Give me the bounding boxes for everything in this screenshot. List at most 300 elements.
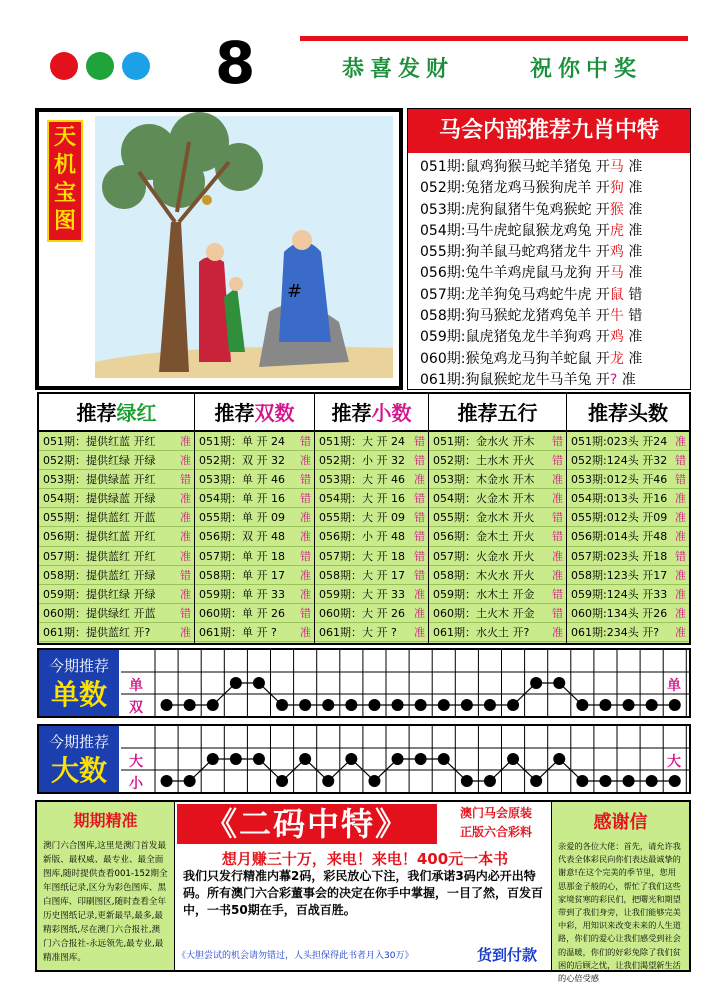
prediction-column (39, 394, 195, 643)
red-dot (50, 52, 78, 80)
prediction-text: 057期：单 开 18 (199, 549, 285, 563)
prediction-text: 061期：单 开 ? (199, 625, 277, 639)
zodiac-tag: 错 (628, 308, 643, 325)
prediction-tag: 错 (552, 435, 563, 448)
prediction-column (567, 394, 689, 643)
zodiac-period: 052期: (420, 180, 466, 197)
trend-dot (461, 775, 473, 787)
big-small-strip (37, 724, 691, 794)
zodiac-result: 虎 (609, 222, 624, 239)
prediction-row (39, 623, 194, 642)
prediction-text: 051期：提供红蓝 开红 (43, 435, 156, 448)
center-ad (177, 802, 553, 970)
prediction-row (429, 623, 566, 642)
origin-line-1: 澳门马会原装 (459, 806, 532, 820)
prediction-row (429, 585, 566, 604)
prediction-tag: 错 (675, 473, 686, 487)
prediction-text: 057期：火金水 开火 (433, 549, 535, 563)
prediction-tag: 错 (300, 549, 311, 563)
prediction-column (429, 394, 567, 643)
trend-dot (599, 775, 611, 787)
prediction-column (315, 394, 429, 643)
prediction-row (567, 489, 689, 508)
prediction-row (315, 585, 428, 604)
prediction-tag: 准 (675, 606, 686, 620)
trend-dot (553, 677, 565, 689)
zodiac-period: 061期: (420, 371, 466, 388)
prediction-tag: 错 (552, 530, 563, 544)
zodiac-period: 051期: (420, 159, 466, 175)
prediction-text: 061期：提供蓝红 开? (43, 625, 151, 639)
trend-dot (230, 753, 242, 765)
prediction-row (315, 432, 428, 451)
zodiac-period: 056期: (420, 265, 466, 282)
prediction-tag: 错 (180, 568, 191, 582)
prediction-text: 055期：金水木 开火 (433, 511, 535, 525)
prediction-tag: 准 (552, 625, 563, 639)
big-strip-label-bottom: 大数 (50, 754, 107, 787)
prediction-text: 053期：单 开 46 (199, 473, 285, 487)
prediction-text: 054期：单 开 16 (199, 492, 285, 506)
prediction-row (429, 527, 566, 546)
zodiac-animals: 虎狗鼠猪牛兔鸡猴蛇 (465, 201, 592, 218)
row-label-bottom: 双 (129, 700, 143, 716)
prediction-tag: 错 (300, 473, 311, 487)
prediction-tag: 准 (414, 625, 425, 639)
prediction-text: 052期：小 开 32 (319, 454, 405, 468)
prediction-text: 059期:124头 开33 (571, 587, 668, 601)
prediction-text: 059期：大 开 33 (319, 587, 405, 601)
prediction-row (315, 508, 428, 527)
trend-dot (576, 775, 588, 787)
prediction-row (567, 585, 689, 604)
prediction-text: 055期：大 开 09 (319, 511, 405, 525)
slogan-right: 祝你中奖 (530, 56, 643, 82)
nine-zodiac-title: 马会内部推荐九肖中特 (408, 109, 690, 153)
zodiac-period: 060期: (420, 350, 466, 367)
prediction-text: 054期：提供绿蓝 开绿 (43, 492, 156, 506)
prediction-tag: 准 (180, 587, 191, 601)
zodiac-period: 059期: (420, 329, 466, 346)
prediction-row (567, 566, 689, 585)
zodiac-result: ? (609, 371, 618, 388)
trend-dot (507, 753, 519, 765)
prediction-text: 051期：大 开 24 (319, 435, 405, 448)
slogan-left: 恭喜发财 (342, 56, 455, 82)
prediction-text: 058期：大 开 17 (319, 568, 405, 582)
prediction-row (195, 547, 314, 566)
trend-dot (368, 775, 380, 787)
zodiac-open: 开 (595, 371, 610, 388)
prediction-row (315, 527, 428, 546)
prediction-text: 060期:134头 开26 (571, 606, 668, 620)
trend-dot (392, 699, 404, 711)
zodiac-period: 058期: (420, 308, 466, 325)
prediction-row (567, 470, 689, 489)
single-strip-label-top: 今期推荐 (48, 657, 109, 675)
prediction-tag: 错 (414, 435, 425, 448)
prediction-row (39, 470, 194, 489)
prediction-text: 056期：双 开 48 (199, 530, 285, 544)
zodiac-row (408, 285, 690, 306)
prediction-row (429, 566, 566, 585)
trend-dot (646, 699, 658, 711)
prediction-text: 055期：单 开 09 (199, 511, 285, 525)
prediction-tag: 准 (300, 568, 311, 582)
trend-dot (322, 775, 334, 787)
zodiac-period: 054期: (420, 222, 466, 239)
zodiac-open: 开 (595, 180, 610, 197)
prediction-text: 054期：火金木 开木 (433, 492, 535, 506)
trend-dot (276, 699, 288, 711)
prediction-tag: 准 (300, 625, 311, 639)
row-label-top: 单 (129, 678, 143, 694)
zodiac-tag: 准 (628, 180, 643, 197)
prediction-tag: 准 (675, 511, 686, 525)
prediction-row (315, 623, 428, 642)
zodiac-tag: 准 (621, 371, 636, 388)
zodiac-open: 开 (595, 222, 610, 239)
zodiac-tag: 错 (628, 286, 643, 303)
prediction-text: 060期：提供绿红 开蓝 (43, 606, 156, 620)
green-dot (86, 52, 114, 80)
prediction-text: 061期:234头 开? (571, 625, 660, 639)
prediction-text: 058期：木火水 开火 (433, 568, 535, 582)
trend-dot (253, 677, 265, 689)
prediction-tag: 准 (552, 492, 563, 506)
prediction-text: 055期:012头 开09 (571, 511, 668, 525)
column-header-b: 小数 (371, 401, 412, 425)
zodiac-row (408, 157, 690, 178)
prediction-tag: 错 (414, 454, 425, 468)
zodiac-result: 牛 (609, 308, 624, 325)
prediction-tag: 准 (414, 606, 425, 620)
trend-dot (299, 753, 311, 765)
zodiac-tag: 准 (628, 350, 643, 367)
trend-dot (322, 699, 334, 711)
bottom-section (35, 800, 691, 984)
prediction-row (39, 451, 194, 470)
trend-dot (415, 753, 427, 765)
column-header (195, 394, 314, 432)
trend-dot (599, 699, 611, 711)
prediction-tag: 准 (675, 625, 686, 639)
trend-dot (623, 775, 635, 787)
prediction-table (37, 392, 691, 645)
zodiac-result: 马 (609, 159, 624, 175)
prediction-text: 059期：单 开 33 (199, 587, 285, 601)
prediction-text: 051期:023头 开24 (571, 435, 668, 448)
prediction-row (195, 489, 314, 508)
single-double-strip (37, 648, 691, 718)
page-number: 8 (215, 29, 256, 97)
trend-dot (207, 699, 219, 711)
prediction-tag: 错 (300, 606, 311, 620)
prediction-row (39, 604, 194, 623)
prediction-tag: 错 (552, 454, 563, 468)
prediction-tag: 准 (300, 511, 311, 525)
trend-dot (207, 753, 219, 765)
prediction-column (195, 394, 315, 643)
zodiac-animals: 兔猪龙鸡马猴狗虎羊 (465, 180, 592, 197)
trend-dot (392, 753, 404, 765)
prediction-tag: 准 (675, 435, 686, 448)
prediction-row (315, 489, 428, 508)
prediction-row (39, 585, 194, 604)
trend-dot (553, 753, 565, 765)
column-header (315, 394, 428, 432)
prediction-text: 060期：土火木 开金 (433, 606, 535, 620)
single-double-chart (121, 650, 689, 716)
prediction-text: 052期:124头 开32 (571, 454, 668, 468)
zodiac-animals: 马牛虎蛇鼠猴龙鸡兔 (465, 222, 592, 239)
prediction-row (567, 527, 689, 546)
column-header-a: 推荐头数 (588, 401, 668, 425)
prediction-row (567, 547, 689, 566)
prediction-tag: 准 (180, 454, 191, 468)
nine-zodiac-panel (407, 108, 691, 390)
prediction-text: 057期：提供蓝红 开红 (43, 549, 156, 563)
prediction-tag: 错 (552, 511, 563, 525)
prediction-text: 059期：提供红绿 开绿 (43, 587, 156, 601)
prediction-text: 053期：提供绿蓝 开红 (43, 473, 156, 487)
trend-dot (438, 699, 450, 711)
prediction-row (315, 604, 428, 623)
prediction-row (39, 508, 194, 527)
prediction-text: 055期：提供蓝红 开蓝 (43, 511, 156, 525)
prediction-tag: 准 (552, 549, 563, 563)
prediction-tag: 错 (300, 435, 311, 448)
prediction-text: 052期：土水木 开火 (433, 454, 535, 468)
prediction-text: 058期:123头 开17 (571, 568, 668, 582)
earn-line: 想月赚三十万，来电！来电！400元一本书 (221, 850, 509, 868)
prediction-tag: 准 (180, 530, 191, 544)
picture-panel (35, 108, 403, 390)
zodiac-open: 开 (595, 329, 610, 346)
zodiac-row (408, 327, 690, 348)
left-ad (37, 802, 175, 970)
prediction-text: 056期:014头 开48 (571, 530, 668, 544)
trend-dot (184, 699, 196, 711)
origin-line-2: 正版六合彩料 (459, 825, 532, 839)
prediction-row (195, 585, 314, 604)
prediction-text: 057期:023头 开18 (571, 549, 668, 563)
prediction-row (39, 432, 194, 451)
zodiac-open: 开 (595, 350, 610, 367)
trend-dot (161, 699, 173, 711)
trend-dot (230, 677, 242, 689)
prediction-text: 053期：大 开 46 (319, 473, 405, 487)
zodiac-row (408, 200, 690, 221)
zodiac-result: 鼠 (609, 286, 624, 303)
zodiac-tag: 准 (628, 222, 643, 239)
zodiac-tag: 准 (628, 244, 643, 261)
zodiac-period: 057期: (420, 286, 466, 303)
big-small-chart (121, 726, 689, 792)
prediction-row (429, 470, 566, 489)
prediction-row (39, 489, 194, 508)
prediction-row (195, 470, 314, 489)
zodiac-period: 055期: (420, 244, 466, 261)
prediction-row (567, 623, 689, 642)
prediction-text: 060期：单 开 26 (199, 606, 285, 620)
prediction-text: 057期：大 开 18 (319, 549, 405, 563)
prediction-row (429, 451, 566, 470)
prediction-tag: 准 (300, 454, 311, 468)
prediction-tag: 准 (180, 492, 191, 506)
prediction-row (567, 432, 689, 451)
prediction-tag: 准 (414, 587, 425, 601)
zodiac-row (408, 306, 690, 327)
trend-dot (646, 775, 658, 787)
prediction-text: 056期：金木土 开火 (433, 530, 535, 544)
trend-dot (345, 753, 357, 765)
trend-dot (576, 699, 588, 711)
prediction-row (39, 547, 194, 566)
prediction-row (39, 566, 194, 585)
zodiac-animals: 狗马猴蛇龙猪鸡兔羊 (465, 308, 592, 325)
prediction-tag: 准 (552, 473, 563, 487)
promise-text: 我们只发行精准内幕2码，彩民放心下注，我们承诺3码内必开出特码。所有澳门六合彩董事会的决定在你手中掌握，一目了然，百发百中，一书50期在手，百战百胜。 (183, 869, 544, 917)
prediction-text: 054期:013头 开16 (571, 492, 668, 506)
zodiac-animals: 龙羊狗兔马鸡蛇牛虎 (465, 286, 592, 303)
zodiac-open: 开 (595, 286, 610, 303)
prediction-row (429, 604, 566, 623)
column-header-a: 推荐 (76, 401, 117, 425)
prediction-tag: 错 (414, 492, 425, 506)
prediction-text: 058期：提供蓝红 开绿 (43, 568, 156, 582)
column-header-b: 绿红 (116, 401, 157, 425)
thank-you-text: 亲爱的各位大佬：首先，请允许我代表全体彩民向你们表达最诚挚的谢意!在这个完美的季节里，您用思那金子般的心，帮忙了我们这些家境贫寒的彩民们，把曙光和期望带到了我们身旁，让我们能够完美中彩，用知识来改变未来的人生道路，你们的爱心让我们感受到社会的温暖，你们的好彩兔除了我们贫困的后顾之忧，让我们渴望新生活的心倍受感 (558, 841, 681, 984)
prediction-row (567, 508, 689, 527)
zodiac-row (408, 349, 690, 370)
prediction-tag: 错 (414, 549, 425, 563)
zodiac-row (408, 263, 690, 284)
row-label-top: 大 (129, 754, 143, 770)
column-header (567, 394, 689, 432)
prediction-row (39, 527, 194, 546)
zodiac-animals: 鼠虎猪兔龙牛羊狗鸡 (465, 329, 592, 346)
left-ad-text: 澳门六合图库,这里是澳门首发最新版、最权威、最专业、最全面图库,随时提供查看001-152期全年图纸记录,区分为彩色图库、黑白图库、印刷图区,随时查看全年历史图纸记录,更新最早,最多,最精彩图纸,尽在澳门六合报社,澳门六合报社-永远领先,最专业,最精准图库。 (43, 841, 168, 963)
zodiac-animals: 猴兔鸡龙马狗羊蛇鼠 (465, 350, 592, 367)
illustration (39, 112, 399, 386)
prediction-tag: 准 (414, 473, 425, 487)
trend-dot (184, 775, 196, 787)
single-strip-label (39, 650, 119, 716)
column-header-a: 推荐五行 (457, 401, 538, 425)
prediction-tag: 准 (180, 549, 191, 563)
prediction-row (195, 623, 314, 642)
prediction-tag: 错 (552, 606, 563, 620)
prediction-tag: 准 (675, 492, 686, 506)
left-ad-title: 期期精准 (73, 811, 138, 830)
prediction-row (567, 451, 689, 470)
thank-you-letter (551, 802, 689, 984)
trend-dot (368, 699, 380, 711)
prediction-row (429, 508, 566, 527)
prediction-tag: 错 (180, 473, 191, 487)
prediction-row (195, 508, 314, 527)
column-header (39, 394, 194, 432)
strip-end-label: 单 (667, 678, 681, 694)
zodiac-tag: 准 (628, 159, 643, 175)
prediction-row (315, 566, 428, 585)
big-strip-label (39, 726, 119, 792)
zodiac-tag: 准 (628, 329, 643, 346)
prediction-tag: 准 (675, 587, 686, 601)
prediction-tag: 错 (414, 511, 425, 525)
zodiac-animals: 鼠鸡狗猴马蛇羊猪兔 (465, 159, 592, 175)
column-header-a: 推荐 (331, 401, 372, 425)
prediction-row (195, 432, 314, 451)
prediction-tag: 准 (675, 568, 686, 582)
zodiac-open: 开 (595, 308, 610, 325)
zodiac-row (408, 178, 690, 199)
prediction-text: 056期：小 开 48 (319, 530, 405, 544)
column-header-a: 推荐 (214, 401, 255, 425)
trend-dot (669, 775, 681, 787)
zodiac-open: 开 (595, 201, 610, 218)
blue-dot (122, 52, 150, 80)
strip-end-label: 大 (667, 754, 681, 770)
prediction-text: 056期：提供红蓝 开红 (43, 530, 156, 544)
prediction-tag: 错 (300, 492, 311, 506)
zodiac-result: 鸡 (609, 244, 624, 261)
trend-dot (623, 699, 635, 711)
trend-dot (415, 699, 427, 711)
cash-on-delivery: 货到付款 (477, 946, 538, 964)
prediction-text: 051期：金水火 开木 (433, 435, 535, 448)
prediction-row (315, 451, 428, 470)
trend-dot (461, 699, 473, 711)
prediction-text: 059期：水木土 开金 (433, 587, 535, 601)
trend-dot (299, 699, 311, 711)
zodiac-open: 开 (595, 265, 610, 282)
prediction-tag: 准 (180, 625, 191, 639)
prediction-row (195, 566, 314, 585)
zodiac-open: 开 (595, 159, 610, 175)
zodiac-row (408, 242, 690, 263)
thank-you-title: 感谢信 (593, 812, 648, 833)
zodiac-animals: 兔牛羊鸡虎鼠马龙狗 (465, 265, 592, 282)
svg-text:#: # (287, 281, 303, 302)
prediction-tag: 准 (300, 530, 311, 544)
prediction-tag: 错 (675, 549, 686, 563)
trend-dot (276, 775, 288, 787)
trend-dot (484, 699, 496, 711)
prediction-tag: 错 (675, 454, 686, 468)
prediction-tag: 准 (300, 587, 311, 601)
trend-dot (669, 699, 681, 711)
trend-dot (161, 775, 173, 787)
trend-dot (507, 699, 519, 711)
trend-dot (484, 775, 496, 787)
prediction-text: 052期：双 开 32 (199, 454, 285, 468)
trend-dot (530, 677, 542, 689)
zodiac-tag: 准 (628, 265, 643, 282)
zodiac-row (408, 370, 690, 391)
prediction-text: 052期：提供红绿 开绿 (43, 454, 156, 468)
row-label-bottom: 小 (129, 776, 143, 792)
zodiac-result: 马 (609, 265, 624, 282)
prediction-row (195, 527, 314, 546)
picture-title: 天机宝图 (47, 120, 83, 242)
zodiac-animals: 狗羊鼠马蛇鸡猪龙牛 (465, 244, 592, 261)
prediction-text: 060期：大 开 26 (319, 606, 405, 620)
prediction-tag: 错 (552, 587, 563, 601)
prediction-row (429, 547, 566, 566)
prediction-row (195, 604, 314, 623)
